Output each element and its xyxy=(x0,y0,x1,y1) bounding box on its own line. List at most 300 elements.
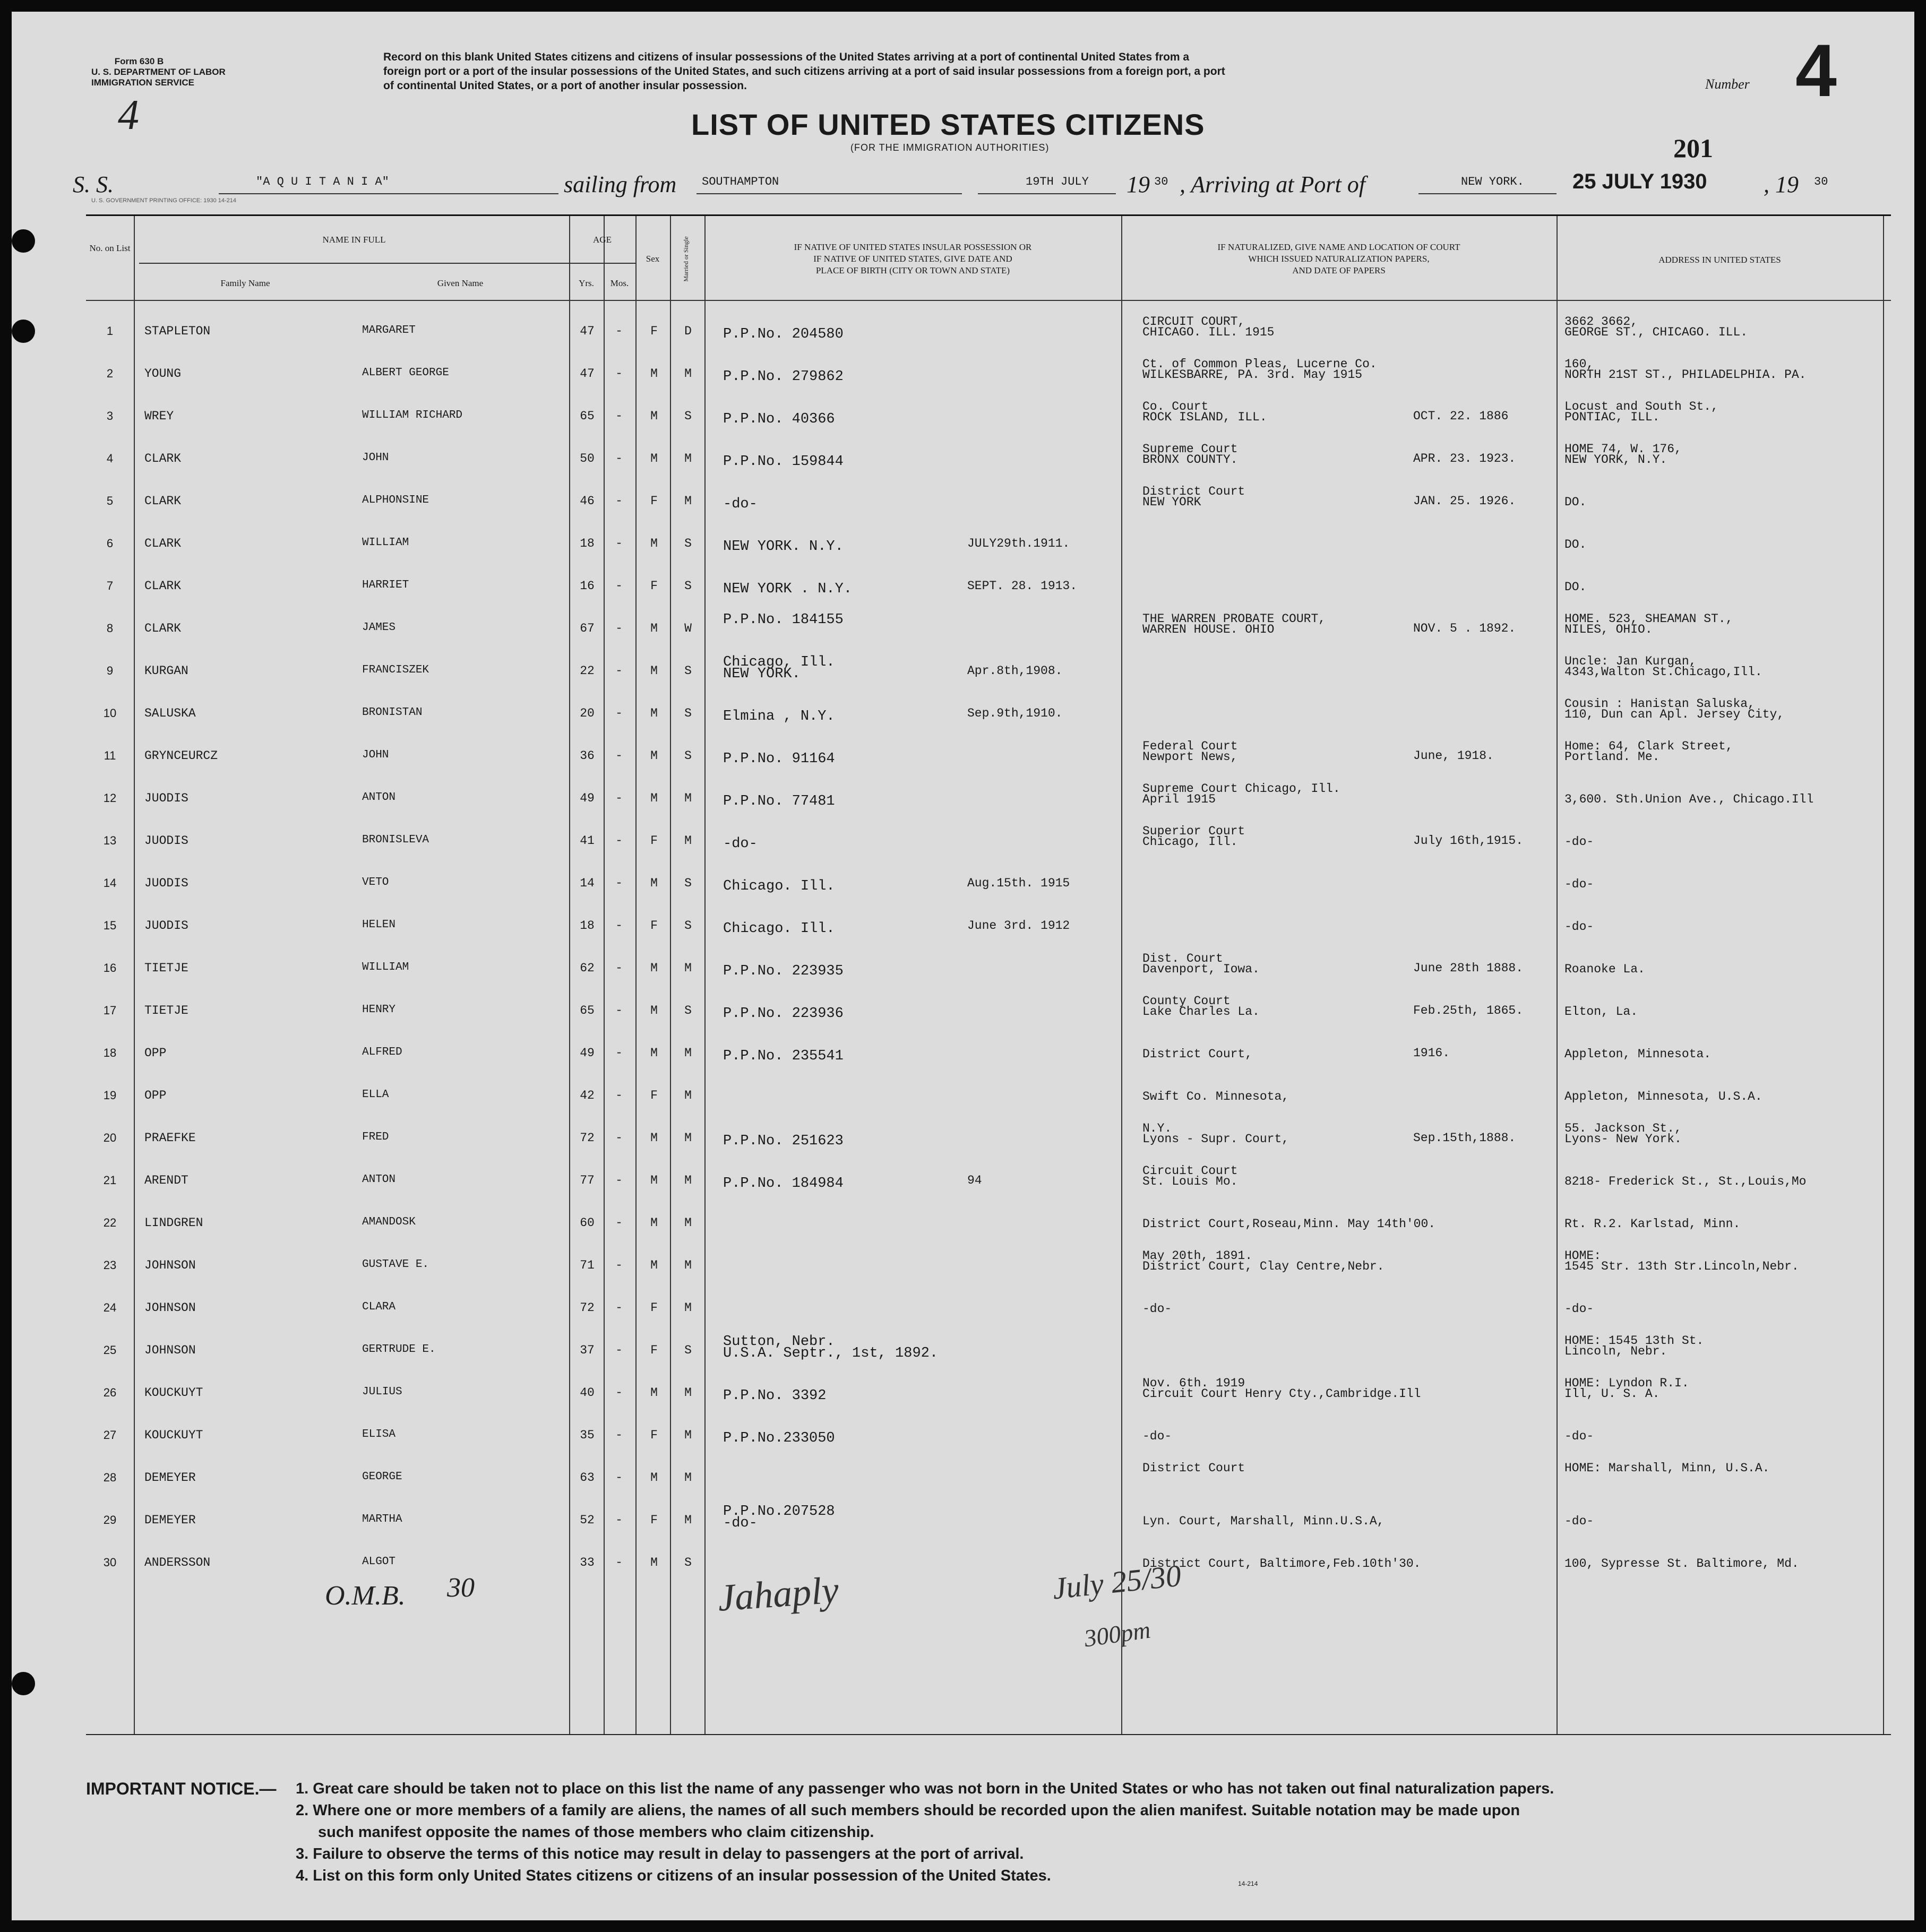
age-years: 60 xyxy=(580,1216,595,1230)
family-name: KURGAN xyxy=(144,664,188,678)
given-name: ALPHONSINE xyxy=(362,494,429,506)
given-name: ELLA xyxy=(362,1089,389,1101)
table-row xyxy=(86,1534,1891,1576)
sex: M xyxy=(650,1258,658,1272)
address-line-2: NORTH 21ST ST., PHILADELPHIA. PA. xyxy=(1564,368,1807,382)
table-row xyxy=(86,303,1891,344)
naturalization-line-1: Nov. 6th. 1919 xyxy=(1142,1376,1245,1390)
given-name: ALGOT xyxy=(362,1556,396,1568)
sex: M xyxy=(650,622,658,635)
sex: F xyxy=(650,1428,658,1442)
family-name: JUODIS xyxy=(144,791,188,805)
col-naturalized: IF NATURALIZED, GIVE NAME AND LOCATION OF COURT WHICH ISSUED NATURALIZATION PAPERS, AND DATE OF PAPERS xyxy=(1217,242,1460,275)
birth-date: June 3rd. 1912 xyxy=(967,919,1070,933)
given-name: GEORGE xyxy=(362,1471,402,1483)
address-line-2: 110, Dun can Apl. Jersey City, xyxy=(1564,708,1785,721)
age-months: - xyxy=(615,1004,623,1017)
age-years: 49 xyxy=(580,791,595,805)
birth-line-2: Elmina , N.Y. xyxy=(723,709,835,724)
naturalization-line-1: County Court xyxy=(1142,994,1231,1008)
age-months: - xyxy=(615,1258,623,1272)
address-line-1: Cousin : Hanistan Saluska, xyxy=(1564,697,1755,711)
age-years: 49 xyxy=(580,1046,595,1060)
table-row xyxy=(86,643,1891,684)
age-years: 47 xyxy=(580,324,595,338)
age-years: 47 xyxy=(580,367,595,381)
table-row xyxy=(86,1195,1891,1236)
birth-line-2: Chicago. Ill. xyxy=(723,878,835,894)
passenger-table xyxy=(86,214,1891,1735)
birth-line-1: P.P.No.207528 xyxy=(723,1504,835,1520)
age-years: 77 xyxy=(580,1174,595,1187)
given-name: FRED xyxy=(362,1131,389,1143)
age-years: 46 xyxy=(580,494,595,508)
age-months: - xyxy=(615,961,623,975)
age-years: 22 xyxy=(580,664,595,678)
col-address: ADDRESS IN UNITED STATES xyxy=(1658,255,1781,265)
notice-item: 3. Failure to observe the terms of this notice may result in delay to passengers at the port of arrival. xyxy=(296,1845,1024,1862)
family-name: LINDGREN xyxy=(144,1216,203,1230)
marital-status: M xyxy=(684,834,692,848)
notice-lead: IMPORTANT NOTICE.— xyxy=(86,1779,277,1798)
address-line-2: -do- xyxy=(1564,920,1594,934)
age-months: - xyxy=(615,1556,623,1569)
sex: F xyxy=(650,494,658,508)
row-number: 21 xyxy=(103,1174,117,1187)
given-name: ELISA xyxy=(362,1428,396,1441)
age-years: 72 xyxy=(580,1131,595,1145)
birth-date: Sep.9th,1910. xyxy=(967,706,1063,720)
address-line-2: Lyons- New York. xyxy=(1564,1132,1682,1146)
birth-date: 94 xyxy=(967,1174,982,1187)
age-years: 18 xyxy=(580,919,595,933)
age-months: - xyxy=(615,494,623,508)
col-name-in-full: NAME IN FULL xyxy=(322,235,386,245)
naturalization-line-1: N.Y. xyxy=(1142,1122,1172,1135)
given-name: WILLIAM xyxy=(362,961,409,973)
print-code: U. S. GOVERNMENT PRINTING OFFICE: 1930 14-214 xyxy=(91,197,237,204)
page-title: LIST OF UNITED STATES CITIZENS xyxy=(691,108,1205,141)
row-number: 28 xyxy=(103,1471,117,1484)
handwritten-total: 30 xyxy=(447,1573,475,1603)
naturalization-line-2: ROCK ISLAND, ILL. xyxy=(1142,410,1267,424)
marital-status: M xyxy=(684,1301,692,1315)
age-months: - xyxy=(615,579,623,593)
age-years: 67 xyxy=(580,622,595,635)
given-name: BRONISTAN xyxy=(362,706,423,719)
address-line-1: 160, xyxy=(1564,357,1594,371)
table-row xyxy=(86,1365,1891,1406)
table-row xyxy=(86,1407,1891,1448)
signed-date: July 25/30 xyxy=(1051,1558,1183,1606)
sex: F xyxy=(650,579,658,593)
table-row xyxy=(86,430,1891,472)
family-name: JUODIS xyxy=(144,919,188,933)
naturalization-date: JAN. 25. 1926. xyxy=(1413,494,1516,508)
port-to: NEW YORK. xyxy=(1461,175,1524,188)
sex: M xyxy=(650,961,658,975)
address-line-2: DO. xyxy=(1564,580,1587,594)
ship-name: "A Q U I T A N I A" xyxy=(256,175,389,188)
address-line-2: -do- xyxy=(1564,1302,1594,1316)
year-from-suffix: 30 xyxy=(1154,175,1168,188)
given-name: GUSTAVE E. xyxy=(362,1258,429,1271)
table-row xyxy=(86,728,1891,769)
birth-line-2: P.P.No. 184984 xyxy=(723,1176,844,1192)
age-months: - xyxy=(615,1428,623,1442)
sex: M xyxy=(650,1471,658,1485)
table-row xyxy=(86,982,1891,1024)
address-line-2: -do- xyxy=(1564,877,1594,891)
naturalization-date: Feb.25th, 1865. xyxy=(1413,1004,1524,1017)
naturalization-line-2: Circuit Court Henry Cty.,Cambridge.Ill xyxy=(1142,1387,1421,1401)
naturalization-line-1: District Court xyxy=(1142,1461,1245,1475)
row-number: 30 xyxy=(103,1556,117,1569)
col-age: AGE xyxy=(593,235,612,245)
address-line-1: 55. Jackson St., xyxy=(1564,1122,1682,1135)
age-years: 65 xyxy=(580,1004,595,1017)
given-name: HENRY xyxy=(362,1004,396,1016)
naturalization-date: June 28th 1888. xyxy=(1413,961,1524,975)
family-name: TIETJE xyxy=(144,961,188,975)
birth-line-2: P.P.No. 159844 xyxy=(723,454,844,470)
marital-status: W xyxy=(684,622,692,635)
age-years: 20 xyxy=(580,706,595,720)
age-months: - xyxy=(615,876,623,890)
row-number: 5 xyxy=(106,494,114,507)
table-row xyxy=(86,855,1891,896)
address-line-2: 8218- Frederick St., St.,Louis,Mo xyxy=(1564,1175,1807,1188)
birth-date: Apr.8th,1908. xyxy=(967,664,1063,678)
birth-line-2: P.P.No. 204580 xyxy=(723,326,844,342)
row-number: 3 xyxy=(106,409,114,422)
age-months: - xyxy=(615,1513,623,1527)
row-number: 25 xyxy=(103,1343,117,1357)
sex: M xyxy=(650,1131,658,1145)
naturalization-line-2: Swift Co. Minnesota, xyxy=(1142,1090,1289,1103)
table-row xyxy=(86,473,1891,514)
naturalization-line-2: Davenport, Iowa. xyxy=(1142,962,1260,976)
family-name: CLARK xyxy=(144,452,182,465)
address-line-2: Rt. R.2. Karlstad, Minn. xyxy=(1564,1217,1741,1231)
marital-status: M xyxy=(684,1216,692,1230)
birth-line-2: P.P.No. 235541 xyxy=(723,1048,844,1064)
form-number: Form 630 B xyxy=(114,56,164,66)
sex: M xyxy=(650,1556,658,1569)
naturalization-line-1: Superior Court xyxy=(1142,824,1245,838)
col-married: Married or Single xyxy=(682,236,690,282)
sex: F xyxy=(650,324,658,338)
voyage-line xyxy=(12,166,1914,208)
age-years: 14 xyxy=(580,876,595,890)
sex: M xyxy=(650,1004,658,1017)
naturalization-line-2: -do- xyxy=(1142,1429,1172,1443)
date-from: 19TH JULY xyxy=(1026,175,1089,188)
age-months: - xyxy=(615,1174,623,1187)
address-line-2: PONTIAC, ILL. xyxy=(1564,410,1660,424)
table-row xyxy=(86,1280,1891,1321)
age-months: - xyxy=(615,749,623,763)
naturalization-line-1: Ct. of Common Pleas, Lucerne Co. xyxy=(1142,357,1377,371)
family-name: JOHNSON xyxy=(144,1258,196,1272)
table-row xyxy=(86,940,1891,981)
table-row xyxy=(86,813,1891,854)
naturalization-line-2: St. Louis Mo. xyxy=(1142,1175,1238,1188)
naturalization-line-1: Supreme Court xyxy=(1142,442,1238,456)
marital-status: S xyxy=(684,749,692,763)
family-name: JOHNSON xyxy=(144,1301,196,1315)
age-months: - xyxy=(615,1216,623,1230)
address-line-2: -do- xyxy=(1564,1514,1594,1528)
age-years: 52 xyxy=(580,1513,595,1527)
address-line-1: HOME. 523, SHEAMAN ST., xyxy=(1564,612,1733,626)
punch-hole xyxy=(12,1672,35,1695)
given-name: VETO xyxy=(362,876,389,889)
marital-status: S xyxy=(684,537,692,550)
naturalization-line-2: District Court, Baltimore,Feb.10th'30. xyxy=(1142,1557,1421,1571)
birth-date: Aug.15th. 1915 xyxy=(967,876,1070,890)
address-line-2: Lincoln, Nebr. xyxy=(1564,1344,1667,1358)
marital-status: M xyxy=(684,452,692,465)
age-months: - xyxy=(615,409,623,423)
age-months: - xyxy=(615,1089,623,1102)
family-name: DEMEYER xyxy=(144,1471,196,1485)
marital-status: M xyxy=(684,1471,692,1485)
row-number: 20 xyxy=(103,1131,117,1144)
table-row xyxy=(86,600,1891,642)
col-given-name: Given Name xyxy=(437,278,484,288)
marital-status: M xyxy=(684,1089,692,1102)
naturalization-line-1: District Court xyxy=(1142,485,1245,498)
sailing-label: sailing from xyxy=(564,171,677,197)
address-line-2: Elton, La. xyxy=(1564,1005,1638,1019)
birth-date: JULY29th.1911. xyxy=(967,537,1070,550)
address-line-1: HOME: Marshall, Minn, U.S.A. xyxy=(1564,1461,1770,1475)
given-name: ALFRED xyxy=(362,1046,402,1058)
sex: F xyxy=(650,919,658,933)
age-months: - xyxy=(615,834,623,848)
given-name: JOHN xyxy=(362,749,389,761)
address-line-1: Locust and South St., xyxy=(1564,400,1718,413)
address-line-2: Ill, U. S. A. xyxy=(1564,1387,1660,1401)
year-to-prefix: , 19 xyxy=(1764,171,1799,197)
naturalization-line-2: Newport News, xyxy=(1142,750,1238,764)
marital-status: S xyxy=(684,1004,692,1017)
naturalization-line-2: NEW YORK xyxy=(1142,495,1201,509)
table-row xyxy=(86,346,1891,387)
sex: M xyxy=(650,1386,658,1400)
row-number: 24 xyxy=(103,1301,117,1314)
age-years: 16 xyxy=(580,579,595,593)
table-row xyxy=(86,558,1891,599)
age-months: - xyxy=(615,1343,623,1357)
address-line-2: Appleton, Minnesota, U.S.A. xyxy=(1564,1090,1762,1103)
naturalization-line-1: Federal Court xyxy=(1142,739,1238,753)
given-name: JAMES xyxy=(362,622,396,634)
given-name: ANTON xyxy=(362,1174,396,1186)
col-birth: IF NATIVE OF UNITED STATES INSULAR POSSESSION OR IF NATIVE OF UNITED STATES, GIVE DATE AND PLACE OF BIRTH (CITY OR TOWN AND STATE) xyxy=(794,242,1032,275)
port-from: SOUTHAMPTON xyxy=(702,175,779,188)
sex: F xyxy=(650,1301,658,1315)
page-subtitle: (FOR THE IMMIGRATION AUTHORITIES) xyxy=(850,142,1050,153)
given-name: GERTRUDE E. xyxy=(362,1343,436,1356)
age-months: - xyxy=(615,919,623,933)
birth-line-1: Sutton, Nebr. xyxy=(723,1334,835,1350)
family-name: JUODIS xyxy=(144,834,188,848)
row-number: 26 xyxy=(103,1386,117,1399)
age-years: 62 xyxy=(580,961,595,975)
birth-line-2: P.P.No. 91164 xyxy=(723,751,835,767)
marital-status: M xyxy=(684,494,692,508)
birth-line-2: NEW YORK . N.Y. xyxy=(723,581,853,597)
age-months: - xyxy=(615,1386,623,1400)
naturalization-line-2: WARREN HOUSE. OHIO xyxy=(1142,623,1275,636)
given-name: FRANCISZEK xyxy=(362,664,429,676)
family-name: YOUNG xyxy=(144,367,182,381)
table-row xyxy=(86,1322,1891,1364)
instruction-line: foreign port or a port of the insular possessions of the United States, and such citizens arriving at a port of said insular possessions from a foreign port, a port xyxy=(383,65,1225,77)
handwritten-scribble: O.M.B. xyxy=(325,1581,406,1611)
row-number: 29 xyxy=(103,1513,117,1526)
birth-line-2: -do- xyxy=(723,496,758,512)
family-name: CLARK xyxy=(144,579,182,593)
age-months: - xyxy=(615,1131,623,1145)
given-name: MARTHA xyxy=(362,1513,402,1525)
family-name: SALUSKA xyxy=(144,706,196,720)
given-name: JOHN xyxy=(362,452,389,464)
row-number: 11 xyxy=(104,749,116,762)
address-line-2: GEORGE ST., CHICAGO. ILL. xyxy=(1564,325,1748,339)
sex: M xyxy=(650,876,658,890)
table-row xyxy=(86,388,1891,429)
inspector-signature: Jahaply xyxy=(716,1568,840,1619)
age-months: - xyxy=(615,452,623,465)
naturalization-line-2: District Court, xyxy=(1142,1047,1253,1061)
row-number: 17 xyxy=(103,1004,117,1017)
birth-line-2: P.P.No. 77481 xyxy=(723,794,835,809)
marital-status: S xyxy=(684,706,692,720)
col-yrs: Yrs. xyxy=(579,278,594,288)
row-number: 13 xyxy=(103,834,117,847)
col-no: No. on List xyxy=(89,243,131,253)
address-line-2: Roanoke La. xyxy=(1564,962,1645,976)
address-line-2: 3,600. Sth.Union Ave., Chicago.Ill xyxy=(1564,792,1814,806)
address-line-2: 1545 Str. 13th Str.Lincoln,Nebr. xyxy=(1564,1260,1799,1273)
naturalization-line-2: District Court,Roseau,Minn. May 14th'00. xyxy=(1142,1217,1436,1231)
naturalization-date: APR. 23. 1923. xyxy=(1413,452,1516,465)
marital-status: S xyxy=(684,919,692,933)
sex: M xyxy=(650,1046,658,1060)
notice-item: 2. Where one or more members of a family are aliens, the names of all such members should be recorded upon the alien manifest. Suitable notation may be made upon xyxy=(296,1802,1520,1819)
birth-date: SEPT. 28. 1913. xyxy=(967,579,1078,593)
address-line-2: 100, Sypresse St. Baltimore, Md. xyxy=(1564,1557,1799,1571)
naturalization-line-1: THE WARREN PROBATE COURT, xyxy=(1142,612,1326,626)
age-years: 42 xyxy=(580,1089,595,1102)
birth-line-2: P.P.No. 223936 xyxy=(723,1006,844,1022)
naturalization-line-1: Dist. Court xyxy=(1142,952,1223,965)
marital-status: M xyxy=(684,1428,692,1442)
birth-line-2: P.P.No. 3392 xyxy=(723,1388,827,1404)
naturalization-line-1: Co. Court xyxy=(1142,400,1209,413)
address-line-1: Uncle: Jan Kurgan, xyxy=(1564,654,1697,668)
corner-mark: 4 xyxy=(118,92,139,139)
marital-status: D xyxy=(684,324,692,338)
given-name: ANTON xyxy=(362,791,396,804)
birth-line-2: -do- xyxy=(723,836,758,852)
family-name: JUODIS xyxy=(144,876,188,890)
row-number: 15 xyxy=(103,919,117,932)
row-number: 8 xyxy=(106,622,114,635)
row-number: 2 xyxy=(106,367,114,380)
birth-line-2: P.P.No. 251623 xyxy=(723,1133,844,1149)
punch-hole xyxy=(12,229,35,253)
birth-line-1: P.P.No. 184155 xyxy=(723,612,844,628)
naturalization-line-2: BRONX COUNTY. xyxy=(1142,453,1238,467)
birth-line-2: Chicago. Ill. xyxy=(723,921,835,937)
age-years: 71 xyxy=(580,1258,595,1272)
row-number: 10 xyxy=(103,706,117,720)
department: U. S. DEPARTMENT OF LABOR xyxy=(91,67,226,77)
row-number: 7 xyxy=(106,579,114,592)
naturalization-line-1: CIRCUIT COURT, xyxy=(1142,315,1245,329)
table-row xyxy=(86,1237,1891,1279)
row-number: 9 xyxy=(106,664,114,677)
family-name: TIETJE xyxy=(144,1004,188,1017)
col-mos: Mos. xyxy=(610,278,629,288)
naturalization-date: July 16th,1915. xyxy=(1413,834,1524,848)
family-name: JOHNSON xyxy=(144,1343,196,1357)
age-years: 36 xyxy=(580,749,595,763)
naturalization-date: June, 1918. xyxy=(1413,749,1494,763)
table-row xyxy=(86,1067,1891,1109)
family-name: PRAEFKE xyxy=(144,1131,196,1145)
birth-line-2: P.P.No. 279862 xyxy=(723,369,844,385)
sex: F xyxy=(650,1343,658,1357)
sex: M xyxy=(650,791,658,805)
age-years: 37 xyxy=(580,1343,595,1357)
age-months: - xyxy=(615,1046,623,1060)
table-row xyxy=(86,1152,1891,1194)
birth-line-2: U.S.A. Septr., 1st, 1892. xyxy=(723,1346,939,1361)
address-line-2: Portland. Me. xyxy=(1564,750,1660,764)
address-line-2: NEW YORK, N.Y. xyxy=(1564,453,1667,467)
table-row xyxy=(86,1110,1891,1151)
address-line-1: HOME: Lyndon R.I. xyxy=(1564,1376,1689,1390)
age-years: 33 xyxy=(580,1556,595,1569)
marital-status: S xyxy=(684,1343,692,1357)
family-name: DEMEYER xyxy=(144,1513,196,1527)
row-number: 4 xyxy=(106,452,114,465)
naturalization-line-2: -do- xyxy=(1142,1302,1172,1316)
page-number: 201 xyxy=(1673,133,1713,163)
family-name: CLARK xyxy=(144,537,182,550)
birth-line-2: P.P.No. 40366 xyxy=(723,411,835,427)
age-months: - xyxy=(615,706,623,720)
marital-status: M xyxy=(684,961,692,975)
sex: M xyxy=(650,664,658,678)
address-line-1: HOME 74, W. 176, xyxy=(1564,442,1682,456)
naturalization-line-2: April 1915 xyxy=(1142,792,1216,806)
record-instruction xyxy=(383,50,1620,93)
given-name: MARGARET xyxy=(362,324,416,337)
arrival-stamp: 25 JULY 1930 xyxy=(1572,170,1707,193)
instruction-line: Record on this blank United States citizens and citizens of insular possessions of the United States arriving at a port of continental United States from a xyxy=(383,51,1190,63)
row-number: 22 xyxy=(103,1216,117,1229)
sex: F xyxy=(650,1089,658,1102)
given-name: JULIUS xyxy=(362,1386,402,1398)
address-line-2: DO. xyxy=(1564,538,1587,551)
age-years: 40 xyxy=(580,1386,595,1400)
